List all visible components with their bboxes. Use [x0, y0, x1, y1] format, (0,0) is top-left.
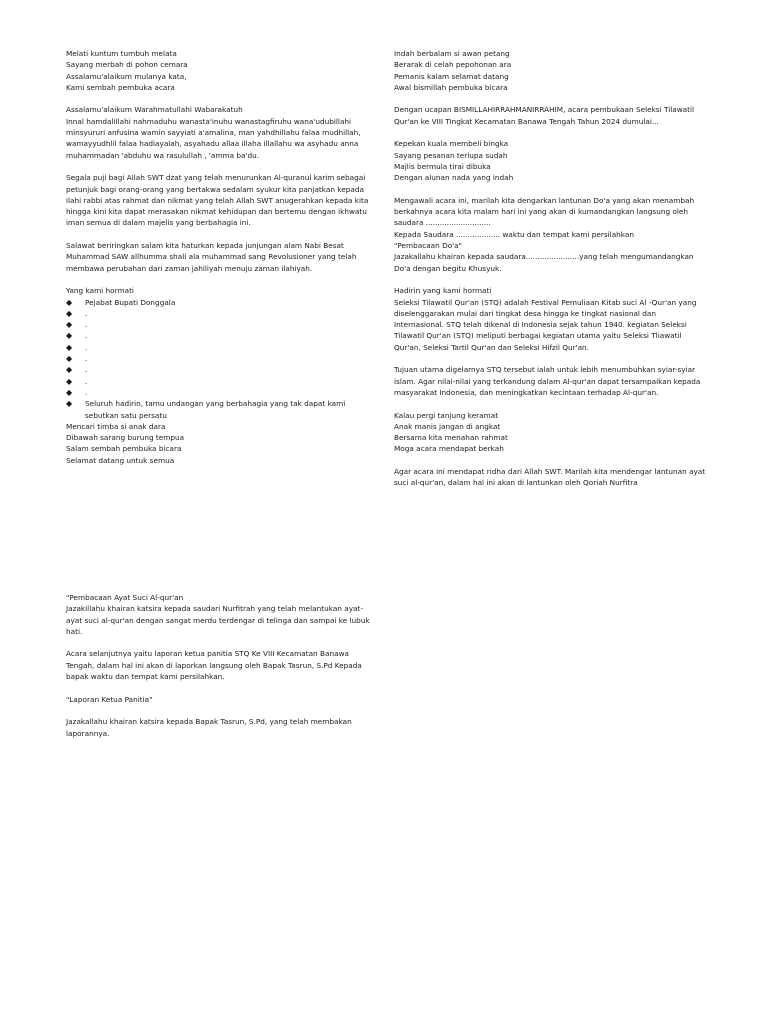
diamond-bullet-icon: ◆: [66, 297, 73, 307]
salam-greeting: Assalamu'alaikum Warahmatullahi Wabarakatuh: [66, 105, 243, 115]
list-item-text: .: [85, 365, 88, 375]
spacer: [394, 398, 706, 409]
honored-heading: Yang kami hormati: [66, 286, 134, 296]
spacer: [394, 127, 706, 138]
diamond-bullet-icon: ◆: [66, 365, 73, 375]
pantun-block: [394, 410, 706, 455]
pantun-line: Moga acara mendapat berkah: [394, 444, 504, 454]
diamond-bullet-icon: ◆: [66, 387, 73, 397]
hamdalah-paragraph: Innal hamdalillahi nahmaduhu wanasta'inuhu wanastagfiruhu wana'udubillahi minsyururi anfusina wamin sayyiati a'amalina, man yahdhillahu falaa mudhillah, wamayyudhlil falaa hadiayalah, asyahadu allaa illaha illallahu wa asyhadu anna muhammadan 'abduhu wa rasulullah , 'amma ba'du.: [66, 116, 361, 160]
honored-guest-list: [66, 297, 376, 421]
spacer: [66, 161, 376, 172]
stq-purpose-paragraph: Tujuan utama digelarnya STQ tersebut ialah untuk lebih menumbuhkan syiar-syiar islam. Agar nilai-nilai yang terkandung dalam Al-qur'an dapat tersampaikan kepada masyarakat Indonesia, dan meningkatkan kecintaan terhadap Al-qur'an.: [394, 365, 701, 397]
closing-pantun: [66, 421, 376, 466]
pantun-line: Salam sembah pembuka bicara: [66, 444, 182, 454]
pantun-line: Mencari timba si anak dara: [66, 421, 166, 431]
left-bottom-section: [66, 592, 376, 739]
list-item: [66, 330, 376, 341]
right-column: [394, 48, 706, 489]
pantun-line: Bersama kita menahan rahmat: [394, 433, 508, 443]
list-item: [66, 353, 376, 364]
doa-intro-paragraph: Mengawali acara ini, marilah kita dengarkan lantunan Do'a yang akan menambah berkahnya acara kita malam hari ini yang akan di kumandangkan langsung oleh saudara ............................: [394, 195, 695, 228]
opening-pantun: [66, 48, 376, 93]
pantun-line: Sayang merbah di pohon cemara: [66, 60, 188, 70]
opening-announcement: Dengan ucapan BISMILLAHIRRAHMANIRRAHIM, acara pembukaan Seleksi Tilawatil Qur'an ke VIII Tingkat Kecamatan Banawa Tengah Tahun 2024 dumulai...: [394, 105, 695, 126]
list-item-text: .: [85, 331, 88, 341]
diamond-bullet-icon: ◆: [66, 376, 73, 386]
doa-thanks-paragraph: Jazakallahu khairan kepada saudara.......................yang telah mengumandangkan Do'a dengan begitu Khusyuk.: [394, 252, 694, 273]
list-item-text: .: [85, 387, 88, 397]
pantun-line: Anak manis jangan di angkat: [394, 421, 501, 431]
diamond-bullet-icon: ◆: [66, 399, 73, 409]
quran-recitation-heading: "Pembacaan Ayat Suci Al-qur'an: [66, 593, 184, 602]
spacer: [66, 682, 376, 693]
list-item: [66, 364, 376, 375]
spacer: [66, 274, 376, 285]
pantun-line: Pemanis kalam selamat datang: [394, 71, 509, 81]
quran-invitation-paragraph: Agar acara ini mendapat ridha dari Allah SWT. Marilah kita mendengar lantunan ayat suci al-qur'an, dalam hal ini akan di lantunkan oleh Qoriah Nurfitra: [394, 466, 706, 488]
puji-syukur-paragraph: Segala puji bagi Allah SWT dzat yang telah menurunkan Al-quranul karim sebagai petunjuk bagi orang-orang yang bertakwa sedalam syukur kita panjatkan kepada ilahi rabbi atas rahmat dan nikmat yang telah Allah SWT anugerahkan kepada kita hingga kini kita dapat merasakan nikmat kehidupan dan bertemu dengan ikhwatu iman semua di dalam majelis yang berbahagia ini.: [66, 173, 369, 228]
diamond-bullet-icon: ◆: [66, 320, 73, 330]
pantun-line: Assalamu'alaikum mulanya kata,: [66, 71, 187, 81]
left-column: [66, 48, 376, 466]
doa-heading: "Pembacaan Do'a": [394, 241, 463, 251]
list-item: [66, 297, 376, 308]
stq-info-paragraph: Seleksi Tilawatil Qur'an (STQ) adalah Festival Pemuliaan Kitab suci Al -Qur'an yang diselenggarakan mulai dari tingkat desa hingga ke tingkat nasional dan Internasional. STQ telah dikenal di Indonesia sejak tahun 1940. kegiatan Seleksi Tilawatil Qur'an (STQ) meliputi berbagai kegiatan utama yaitu Seleksi Tliawatil Qur'an, Seleksi Tartil Qur'an dan Seleksi Hifzil Qur'an.: [394, 297, 697, 352]
list-item-text: Pejabat Bupati Donggala: [85, 297, 176, 307]
pantun-line: Berarak di celah pepohonan ara: [394, 60, 512, 70]
pantun-line: Dibawah sarang burung tempua: [66, 433, 185, 443]
spacer: [394, 274, 706, 285]
diamond-bullet-icon: ◆: [66, 342, 73, 352]
hadirin-heading: Hadirin yang kami hormati: [394, 286, 492, 296]
diamond-bullet-icon: ◆: [66, 331, 73, 341]
diamond-bullet-icon: ◆: [66, 354, 73, 364]
list-item: [66, 376, 376, 387]
committee-report-heading: "Laporan Ketua Panitia": [66, 694, 153, 704]
pantun-line: Indah berbalam si awan petang: [394, 49, 510, 58]
list-item-text: Seluruh hadirin, tamu undangan yang berbahagia yang tak dapat kami sebutkan satu persatu: [85, 399, 346, 420]
spacer: [394, 93, 706, 104]
pantun-line: Dengan alunan nada yang indah: [394, 173, 514, 183]
salawat-paragraph: Salawat beriringkan salam kita haturkan kepada junjungan alam Nabi Besat Muhammad SAW allhumma shali ala muhammad sang Revolusioner yang telah membawa perubahan dari zaman jahiliyah menuju zaman ilahiyah.: [66, 241, 357, 273]
list-item: [66, 319, 376, 330]
spacer: [66, 637, 376, 648]
pantun-block: [394, 48, 706, 93]
pantun-line: Sayang pesanan terlupa sudah: [394, 150, 508, 160]
spacer: [394, 184, 706, 195]
invitation-line: Kepada Saudara ................... waktu dan tempat kami persilahkan: [394, 229, 634, 239]
qoriah-thanks-paragraph: Jazakillahu khairan katsira kepada saudari Nurfitrah yang telah melantukan ayat-ayat suci al-qur'an dengan sangat merdu terdengar di telinga dan sampai ke lubuk hati.: [66, 604, 370, 636]
pantun-block: [394, 138, 706, 183]
list-item-text: .: [85, 354, 88, 364]
spacer: [66, 93, 376, 104]
spacer: [66, 705, 376, 716]
pantun-line: Kalau pergi tanjung keramat: [394, 410, 499, 420]
list-item: [66, 342, 376, 353]
pantun-line: Kepekan kuala membeli bingka: [394, 139, 509, 149]
pantun-line: Melati kuntum tumbuh melata: [66, 49, 177, 58]
chairman-thanks-paragraph: Jazakallahu khairan katsira kepada Bapak Tasrun, S.Pd, yang telah membakan laporannya.: [66, 717, 352, 738]
pantun-line: Selamat datang untuk semua: [66, 455, 175, 465]
list-item-text: .: [85, 342, 88, 352]
list-item-text: .: [85, 320, 88, 330]
next-agenda-paragraph: Acara selanjutnya yaitu laporan ketua panitia STQ Ke VIII Kecamatan Banawa Tengah, dalam hal ini akan di laporkan langsung oleh Bapak Tasrun, S.Pd Kepada bapak waktu dan tempat kami persilahkan.: [66, 649, 362, 682]
list-item-text: .: [85, 376, 88, 386]
list-item-text: .: [85, 308, 88, 318]
pantun-line: Kami sembah pembuka acara: [66, 82, 175, 92]
pantun-line: Majlis bermula tirai dibuka: [394, 161, 491, 171]
list-item: [66, 308, 376, 319]
list-item: [66, 398, 376, 421]
diamond-bullet-icon: ◆: [66, 308, 73, 318]
list-item: [66, 387, 376, 398]
spacer: [394, 353, 706, 364]
pantun-line: Awal bismillah pembuka bicara: [394, 82, 508, 92]
spacer: [394, 455, 706, 466]
spacer: [66, 229, 376, 240]
